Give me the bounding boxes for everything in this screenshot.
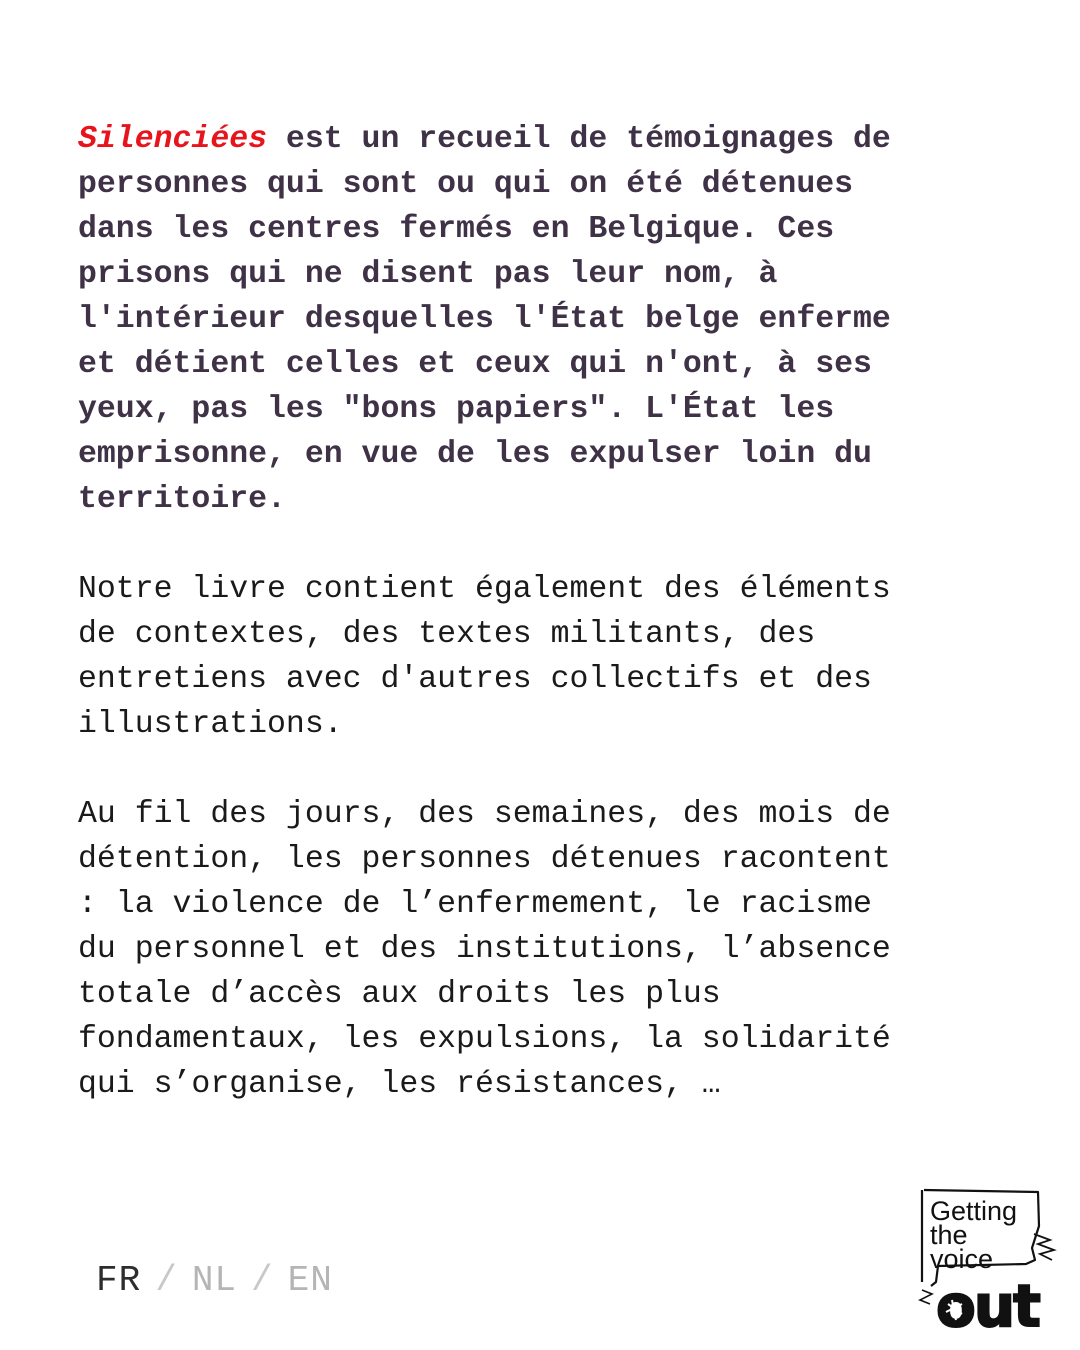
testimonies-paragraph: Au fil des jours, des semaines, des mois de détention, les personnes détenues racontent : la violence de l’enfermement, le racisme du personnel et des institutions, l’absence totale d’accès aux droits les plus fondamentaux, les expulsions, la solidarité qui s’organise, les résistances, …	[78, 797, 891, 1102]
lightning-icon	[1034, 1234, 1054, 1260]
intro-paragraph	[78, 117, 998, 522]
lang-nl-link[interactable]: NL	[191, 1260, 238, 1301]
intro-text: est un recueil de témoignages de personnes qui sont ou qui on été détenues dans les centres fermés en Belgique. Ces prisons qui ne disent pas leur nom, à l'intérieur desquelles l'État belge enferme et détient celles et ceux qui n'ont, à ses yeux, pas les "bons papiers". L'État les emprisonne, en vue de les expulser loin du territoire.	[78, 122, 891, 517]
lightning-icon	[920, 1290, 932, 1304]
language-switcher	[96, 1258, 333, 1304]
book-title: Silenciées	[78, 122, 268, 157]
logo-text-out: out	[936, 1272, 1039, 1336]
lang-separator: /	[155, 1260, 178, 1301]
logo-text-getting: Getting	[930, 1196, 1018, 1226]
getting-the-voice-out-logo	[918, 1186, 1068, 1336]
lang-fr-link[interactable]: FR	[96, 1260, 142, 1301]
logo-text-the: the	[930, 1220, 968, 1250]
logo-text-voice: voice	[930, 1244, 994, 1274]
lang-separator: /	[251, 1260, 274, 1301]
book-contents-paragraph: Notre livre contient également des éléments de contextes, des textes militants, des entretiens avec d'autres collectifs et des illustrations.	[78, 572, 891, 742]
lang-en-link[interactable]: EN	[287, 1260, 333, 1301]
